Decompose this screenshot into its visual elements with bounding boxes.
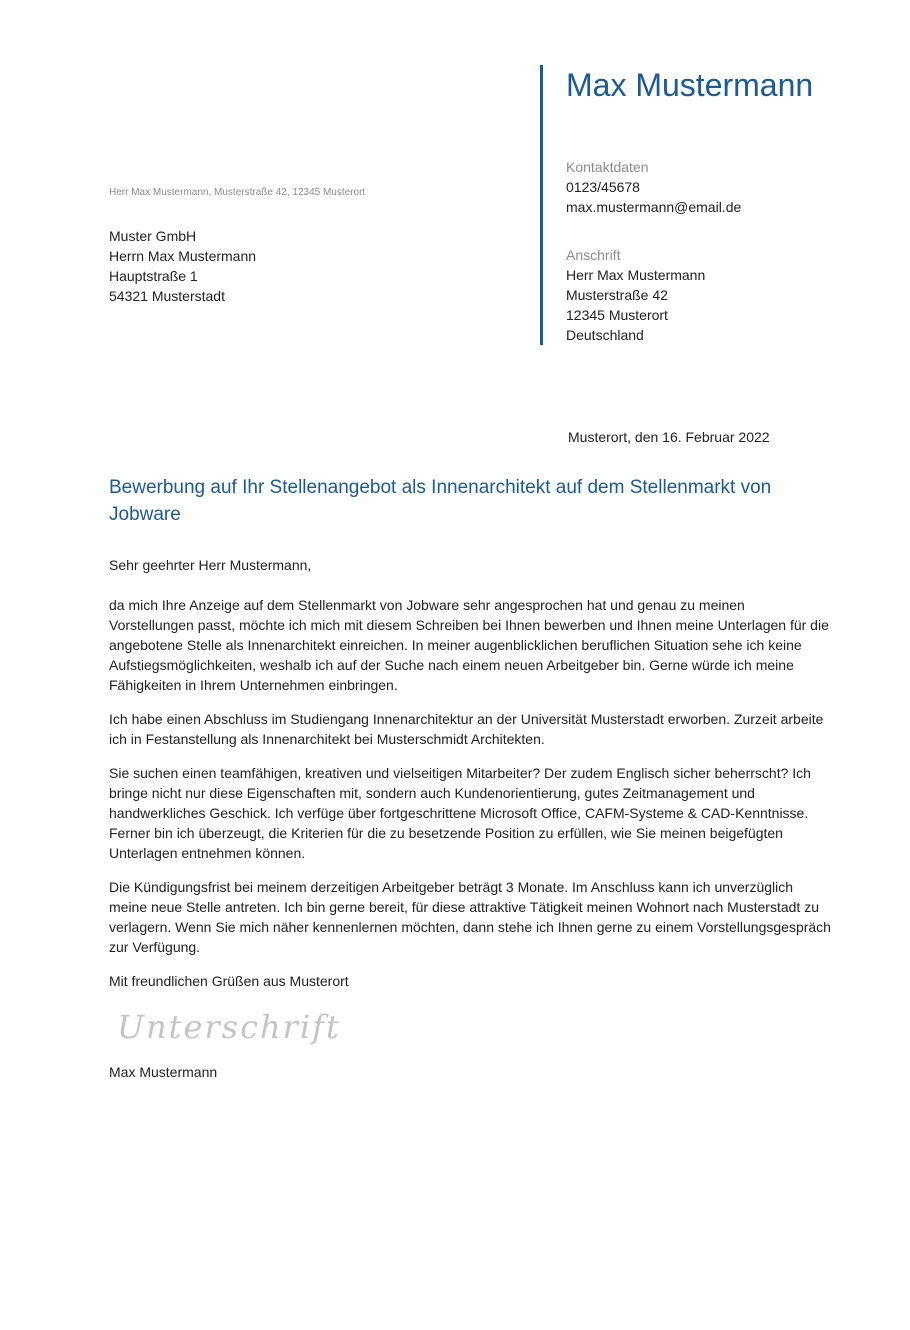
signature-placeholder: Unterschrift [117,1008,341,1046]
recipient-line: Herrn Max Mustermann [109,248,257,264]
address-line: 12345 Musterort [566,307,668,323]
header-accent-bar [540,65,543,345]
letter-date: Musterort, den 16. Februar 2022 [568,429,770,445]
address-line: Musterstraße 42 [566,287,668,303]
closing-line: Mit freundlichen Grüßen aus Musterort [109,973,349,989]
address-line: Deutschland [566,327,644,343]
body-paragraph: Sie suchen einen teamfähigen, kreativen und vielseitigen Mitarbeiter? Der zudem Englisch sicher beherrscht? Ich bringe nicht nur diese Eigenschaften mit, sondern auch Kundenorientierung, gutes Zeitmanagement und handwerkliches Geschick. Ich verfüge über fortgeschrittene Microsoft Office, CAFM-Systeme & CAD-Kenntnisse. Ferner bin ich überzeugt, die Kriterien für die zu besetzende Position zu erfüllen, wie Sie meinen beigefügten Unterlagen entnehmen können. [109,765,811,861]
contact-email: max.mustermann@email.de [566,199,742,215]
body-paragraph: Die Kündigungsfrist bei meinem derzeitigen Arbeitgeber beträgt 3 Monate. Im Anschluss kann ich unverzüglich meine neue Stelle antreten. Ich bin gerne bereit, für diese attraktive Tätigkeit meinen Wohnort nach Musterstadt zu verlagern. Wenn Sie mich näher kennenlernen möchten, dann stehe ich Ihnen gerne zu einem Vorstellungsgespräch zur Verfügung. [109,879,831,955]
body-paragraph: Ich habe einen Abschluss im Studiengang Innenarchitektur an der Universität Musterstadt erworben. Zurzeit arbeite ich in Festanstellung als Innenarchitekt bei Musterschmidt Architekten. [109,711,824,747]
recipient-address [109,226,256,306]
body-paragraph: da mich Ihre Anzeige auf dem Stellenmarkt von Jobware sehr angesprochen hat und genau zu meinen Vorstellungen passt, möchte ich mich mit diesem Schreiben bei Ihnen bewerben und Ihnen meine Unterlagen für die angebotene Stelle als Innenarchitekt einreichen. In meiner augenblicklichen beruflichen Situation sehe ich keine Aufstiegsmöglichkeiten, weshalb ich auf der Suche nach einem neuen Arbeitgeber bin. Gerne würde ich meine Fähigkeiten in Ihrem Unternehmen einbringen. [109,597,829,693]
salutation: Sehr geehrter Herr Mustermann, [109,557,312,573]
letter-subject: Bewerbung auf Ihr Stellenangebot als Innenarchitekt auf dem Stellenmarkt von Jobware [109,477,772,525]
contact-label: Kontaktdaten [566,159,649,175]
address-line: Herr Max Mustermann [566,267,706,283]
recipient-line: Hauptstraße 1 [109,268,198,284]
recipient-line: Muster GmbH [109,228,197,244]
recipient-line: 54321 Musterstadt [109,288,225,304]
applicant-name: Max Mustermann [566,67,814,103]
sender-return-line: Herr Max Mustermann, Musterstraße 42, 12345 Musterort [109,187,366,198]
contact-phone: 0123/45678 [566,179,640,195]
address-label: Anschrift [566,247,621,263]
signer-name: Max Mustermann [109,1064,218,1080]
